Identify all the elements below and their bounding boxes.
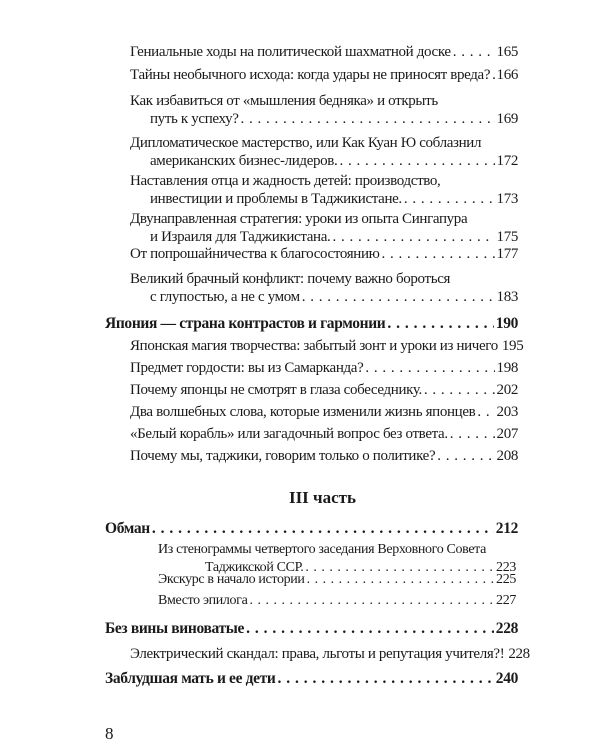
toc-entry: [130, 359, 518, 377]
dot-leader: [404, 190, 495, 208]
dot-leader: [246, 620, 494, 638]
toc-entry: [130, 43, 518, 61]
page-ref: 227: [496, 593, 516, 608]
entry-title: Японская магия творчества: забытый зонт и уроки из ничего: [130, 338, 498, 354]
dot-leader: [387, 315, 493, 333]
dot-leader: [278, 670, 494, 688]
page-ref: 175: [496, 229, 518, 245]
page-ref: 172: [496, 153, 518, 169]
entry-title: Предмет гордости: вы из Самарканда?: [130, 360, 364, 376]
toc-entry: [130, 645, 530, 663]
page-ref: 212: [495, 520, 518, 537]
dot-leader: [381, 245, 494, 263]
page-ref: 190: [495, 315, 518, 332]
toc-entry: [130, 425, 518, 443]
entry-title: Электрический скандал: права, льготы и репутация учителя?!: [130, 646, 505, 662]
page-ref: 198: [496, 360, 518, 376]
dot-leader: [450, 425, 495, 443]
entry-title: Вместо эпилога: [158, 593, 248, 608]
dot-leader: [152, 520, 494, 538]
toc-entry: [130, 210, 518, 246]
toc-entry: [130, 92, 518, 128]
entry-title: Два волшебных слова, которые изменили жизнь японцев: [130, 404, 476, 420]
toc-section-bez-viny: [105, 620, 518, 638]
toc-entry: [130, 447, 518, 465]
page-number: 8: [105, 724, 114, 743]
toc-entry: [158, 592, 516, 610]
dot-leader: [332, 228, 494, 246]
entry-title: Из стенограммы четвертого заседания Верховного Совета: [158, 542, 486, 557]
page-ref: 166: [496, 67, 518, 83]
page-ref: 225: [496, 572, 516, 587]
entry-title: Почему мы, таджики, говорим только о политике?: [130, 448, 436, 464]
dot-leader: [249, 592, 494, 610]
page-ref: 177: [496, 246, 518, 262]
dot-leader: [492, 66, 494, 84]
entry-title: Тайны необычного исхода: когда удары не приносят вреда?: [130, 67, 491, 83]
page-ref: 202: [496, 382, 518, 398]
toc-entry: [130, 381, 518, 399]
entry-title-cont: инвестиции и проблемы в Таджикистане.: [150, 191, 402, 207]
dot-leader: [339, 152, 494, 170]
toc-entry: [130, 403, 518, 421]
page-ref: 165: [496, 44, 518, 60]
page-ref: 195: [501, 338, 524, 354]
dot-leader: [307, 571, 494, 589]
page-ref: 228: [495, 620, 518, 637]
page-ref: 207: [496, 426, 518, 442]
toc-section-zabludshaya: [105, 670, 518, 688]
toc-entry: [130, 172, 518, 208]
entry-title: Дипломатическое мастерство, или Как Куан Ю соблазнил: [130, 135, 482, 151]
entry-title: Наставления отца и жадность детей: производство,: [130, 173, 441, 189]
entry-title: «Белый корабль» или загадочный вопрос без ответа.: [130, 426, 448, 442]
entry-title-cont: путь к успеху?: [150, 111, 239, 127]
page-ref: 183: [496, 289, 518, 305]
page-ref: 169: [496, 111, 518, 127]
dot-leader: [302, 288, 495, 306]
entry-title-cont: Таджикской ССР.: [205, 560, 304, 575]
page-ref: 208: [496, 448, 518, 464]
section-title: Обман: [105, 520, 150, 537]
page-ref: 173: [496, 191, 518, 207]
dot-leader: [241, 110, 495, 128]
entry-title: Великий брачный конфликт: почему важно бороться: [130, 271, 451, 287]
toc-section-obman: [105, 520, 518, 538]
entry-title: Как избавиться от «мышления бедняка» и открыть: [130, 93, 438, 109]
section-title: Заблудшая мать и ее дети: [105, 670, 276, 687]
dot-leader: [453, 43, 495, 61]
entry-title-cont: американских бизнес-лидеров.: [150, 153, 338, 169]
toc-entry: [130, 134, 518, 170]
entry-title-cont: и Израиля для Таджикистана.: [150, 229, 331, 245]
entry-title-cont: с глупостью, а не с умом: [150, 289, 300, 305]
section-title: Без вины виноватые: [105, 620, 245, 637]
dot-leader: [437, 447, 494, 465]
part-heading: III часть: [288, 488, 357, 507]
toc-entry: [130, 245, 518, 263]
entry-title: Гениальные ходы на политической шахматной доске: [130, 44, 451, 60]
entry-title: Двунаправленная стратегия: уроки из опыта Сингапура: [130, 211, 468, 227]
toc-entry: [130, 66, 518, 84]
entry-title: Почему японцы не смотрят в глаза собеседнику.: [130, 382, 422, 398]
dot-leader: [424, 381, 495, 399]
entry-title: Экскурс в начало истории: [158, 572, 305, 587]
toc-entry: [130, 337, 524, 355]
page-ref: 223: [496, 560, 516, 575]
dot-leader: [477, 403, 494, 421]
page-ref: 203: [496, 404, 518, 420]
toc-entry: [158, 571, 516, 589]
entry-title: От попрошайничества к благосостоянию: [130, 246, 380, 262]
toc-entry: [130, 270, 518, 306]
toc-section-japan: [105, 315, 518, 333]
section-title: Япония — страна контрастов и гармонии: [105, 315, 386, 332]
dot-leader: [365, 359, 494, 377]
page-ref: 240: [495, 670, 518, 687]
page-ref: 228: [508, 646, 530, 662]
